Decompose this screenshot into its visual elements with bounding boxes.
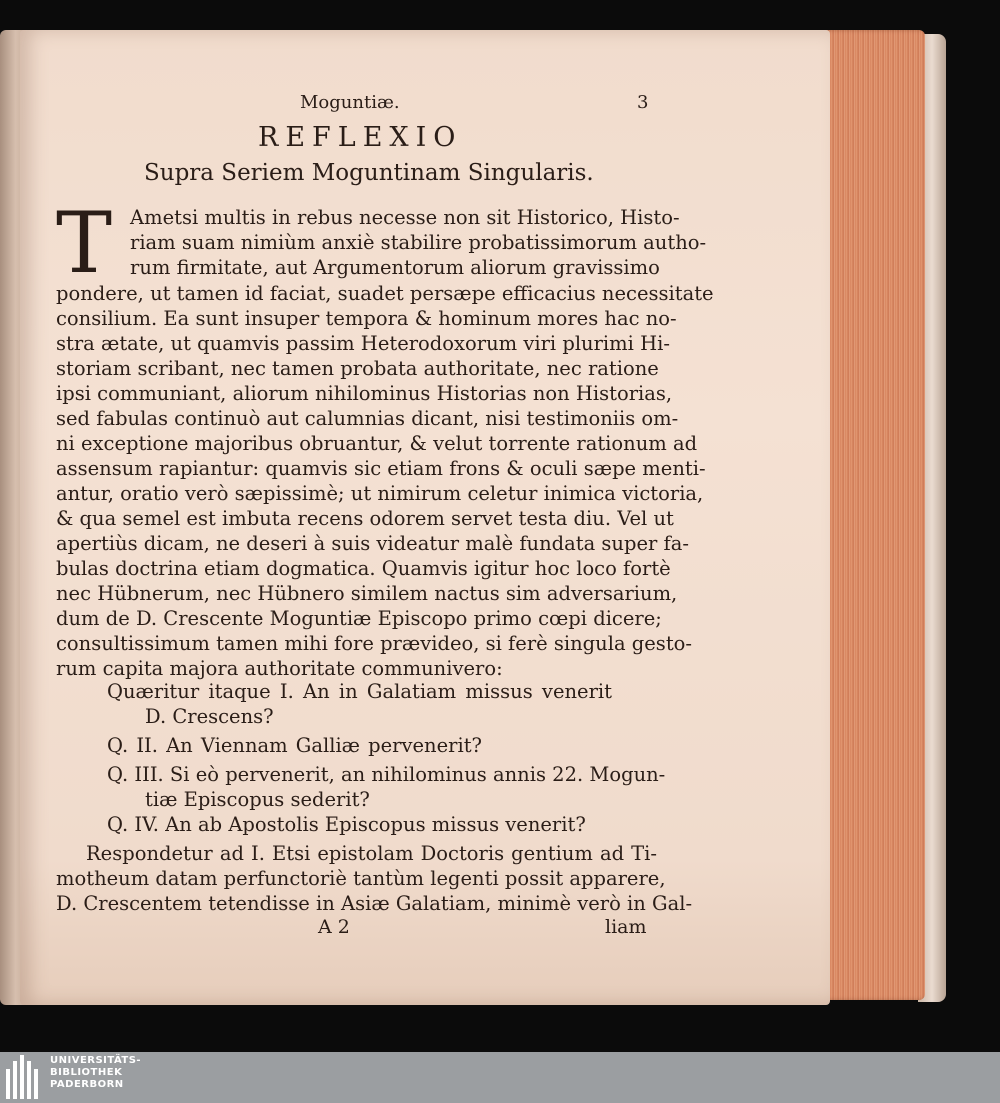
page-subtitle: Supra Seriem Moguntinam Singularis. — [144, 160, 594, 186]
text-line: dum de D. Crescente Moguntiæ Episcopo primo cœpi dicere; — [56, 607, 662, 630]
text-line: consultissimum tamen mihi fore prævideo, si ferè singula gesto- — [56, 632, 692, 655]
text-line: consilium. Ea sunt insuper tempora & hominum mores hac no- — [56, 307, 677, 330]
catchword: liam — [605, 916, 647, 938]
library-name-line2: BIBLIOTHEK — [50, 1067, 123, 1078]
text-line: antur, oratio verò sæpissimè; ut nimirum celetur inimica victoria, — [56, 482, 704, 505]
library-logo-icon — [6, 1055, 46, 1099]
text-line: ipsi communiant, aliorum nihilominus Historias non Historias, — [56, 382, 673, 405]
text-line: Quæritur itaque I. An in Galatiam missus venerit — [107, 680, 612, 703]
text-line: D. Crescentem tetendisse in Asiæ Galatiam, minimè verò in Gal- — [56, 892, 693, 915]
running-head: Moguntiæ. — [300, 92, 400, 113]
text-line: Ametsi multis in rebus necesse non sit Historico, Histo- — [130, 206, 680, 229]
text-line: stra ætate, ut quamvis passim Heterodoxorum viri plurimi Hi- — [56, 332, 670, 355]
text-line: Q. IV. An ab Apostolis Episcopus missus venerit? — [107, 813, 586, 836]
page-title: REFLEXIO — [258, 122, 463, 153]
text-line: riam suam nimiùm anxiè stabilire probatissimorum autho- — [130, 231, 707, 254]
text-line: ni exceptione majoribus obruantur, & velut torrente rationum ad — [56, 432, 698, 455]
drop-cap: T — [56, 194, 113, 292]
text-line: Q. III. Si eò pervenerit, an nihilominus annis 22. Mogun- — [107, 763, 666, 786]
library-footer-bar — [0, 1052, 1000, 1103]
text-line: nec Hübnerum, nec Hübnero similem nactus sim adversarium, — [56, 582, 678, 605]
text-line: sed fabulas continuò aut calumnias dicant, nisi testimoniis om- — [56, 407, 679, 430]
text-line: rum capita majora authoritate communivero: — [56, 657, 503, 680]
text-line: Respondetur ad I. Etsi epistolam Doctoris gentium ad Ti- — [86, 842, 657, 865]
signature-mark: A 2 — [318, 916, 350, 938]
text-line: D. Crescens? — [145, 705, 274, 728]
page-number: 3 — [637, 92, 649, 113]
text-line: & qua semel est imbuta recens odorem servet testa diu. Vel ut — [56, 507, 674, 530]
text-line: bulas doctrina etiam dogmatica. Quamvis igitur hoc loco fortè — [56, 557, 671, 580]
text-line: assensum rapiantur: quamvis sic etiam frons & oculi sæpe menti- — [56, 457, 706, 480]
text-line: tiæ Episcopus sederit? — [145, 788, 370, 811]
text-line: apertiùs dicam, ne deseri à suis videatur malè fundata super fa- — [56, 532, 689, 555]
text-line: motheum datam perfunctoriè tantùm legenti possit apparere, — [56, 867, 666, 890]
library-name-line3: PADERBORN — [50, 1079, 124, 1090]
text-line: rum firmitate, aut Argumentorum aliorum gravissimo — [130, 256, 660, 279]
text-line: Q. II. An Viennam Galliæ pervenerit? — [107, 734, 482, 757]
library-name-line1: UNIVERSITÄTS- — [50, 1055, 142, 1066]
text-line: storiam scribant, nec tamen probata authoritate, nec ratione — [56, 357, 659, 380]
text-line: pondere, ut tamen id faciat, suadet persæpe efficacius necessitate — [56, 282, 714, 305]
